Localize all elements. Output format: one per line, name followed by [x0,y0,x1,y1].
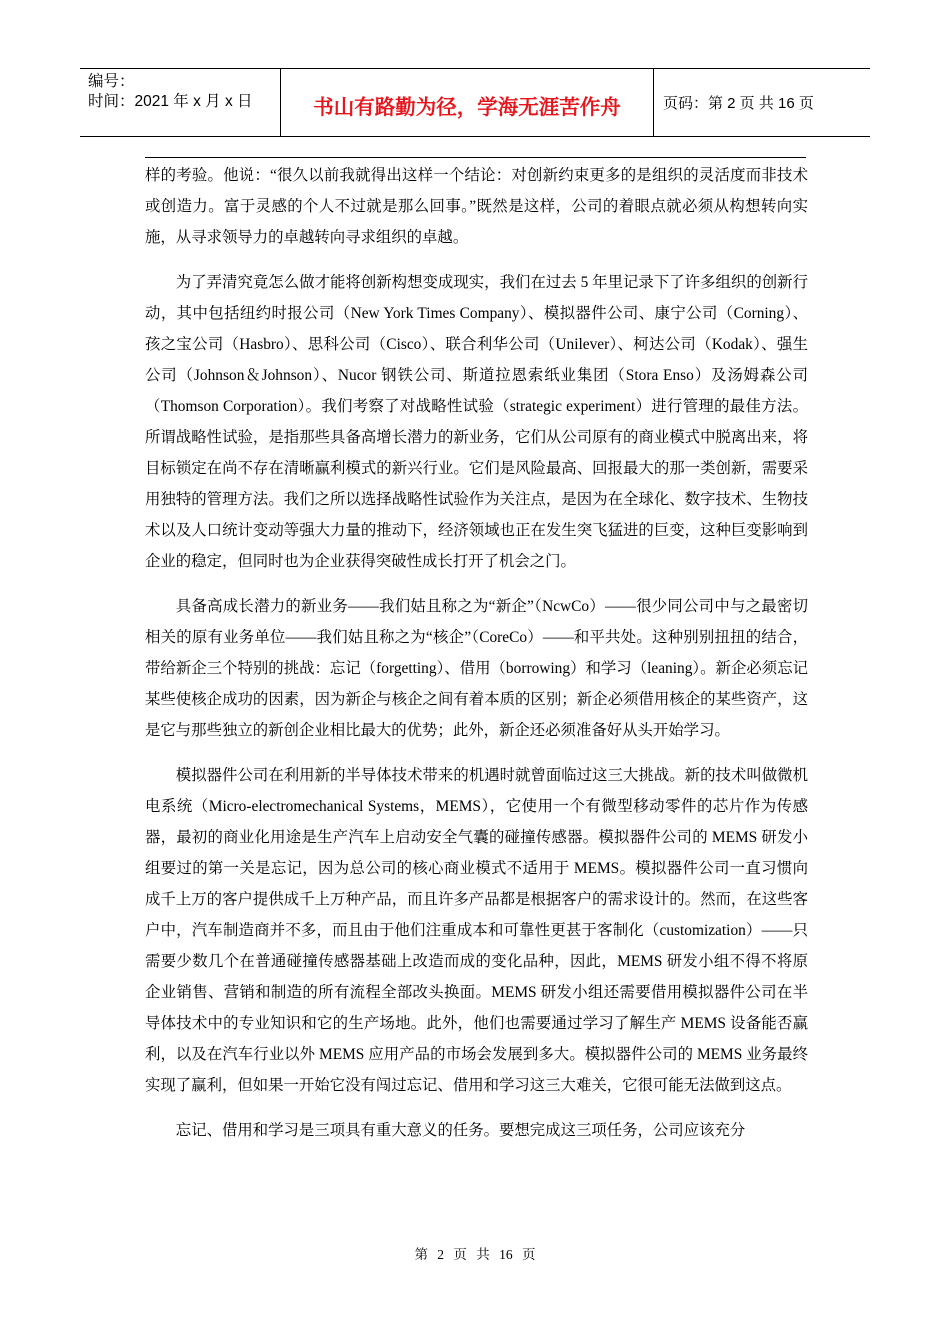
header-motto: 书山有路勤为径，学海无涯苦作舟 [281,69,654,136]
document-date: 时间：2021 年 x 月 x 日 [88,93,253,110]
body-text [145,160,808,1160]
paragraph: 样的考验。他说：“很久以前我就得出这样一个结论：对创新约束更多的是组织的灵活度而非技术或创造力。富于灵感的个人不过就是那么回事。”既然是这样，公司的着眼点就必须从构想转向实施，从寻求领导力的卓越转向寻求组织的卓越。 [145,167,808,246]
page-footer: 第 2 页 共 16 页 [414,1247,536,1262]
page-header [80,68,870,137]
paragraph: 具备高成长潜力的新业务——我们姑且称之为“新企”（NcwCo）——很少同公司中与之最密切相关的原有业务单位——我们姑且称之为“核企”（CoreCo）——和平共处。这种别别扭扭的结合，带给新企三个特别的挑战：忘记（forgetting）、借用（borrowing）和学习（leaning）。新企必须忘记某些使核企成功的因素，因为新企与核企之间有着本质的区别；新企必须借用核企的某些资产，这是它与那些独立的新创企业相比最大的优势；此外，新企还必须准备好从头开始学习。 [145,598,808,739]
document-number-label: 编号： [88,73,135,90]
header-page-info: 页码：第 2 页 共 16 页 [663,95,814,112]
paragraph: 为了弄清究竟怎么做才能将创新构想变成现实，我们在过去 5 年里记录下了许多组织的创新行动，其中包括纽约时报公司（New York Times Company）、模拟器件公司、康宁公司（Corning）、孩之宝公司（Hasbro）、思科公司（Cisco）、联合利华公司（Unilever）、柯达公司（Kodak）、强生公司（Johnson＆Johnson）、Nucor 钢铁公司、斯道拉恩索纸业集团（Stora Enso）及汤姆森公司（Thomson Corporation）。我们考察了对战略性试验（strategic experiment）进行管理的最佳方法。所谓战略性试验，是指那些具备高增长潜力的新业务，它们从公司原有的商业模式中脱离出来，将目标锁定在尚不存在清晰赢利模式的新兴行业。它们是风险最高、回报最大的那一类创新，需要采用独特的管理方法。我们之所以选择战略性试验作为关注点，是因为在全球化、数字技术、生物技术以及人口统计变动等强大力量的推动下，经济领域也正在发生突飞猛进的巨变，这种巨变影响到企业的稳定，但同时也为企业获得突破性成长打开了机会之门。 [145,274,808,570]
paragraph: 模拟器件公司在利用新的半导体技术带来的机遇时就曾面临过这三大挑战。新的技术叫做微机电系统（Micro-electromechanical Systems，MEMS），它使用一个有微型移动零件的芯片作为传感器，最初的商业化用途是生产汽车上启动安全气囊的碰撞传感器。模拟器件公司的 MEMS 研发小组要过的第一关是忘记，因为总公司的核心商业模式不适用于 MEMS。模拟器件公司一直习惯向成千上万的客户提供成千上万种产品，而且许多产品都是根据客户的需求设计的。然而，在这些客户中，汽车制造商并不多，而且由于他们注重成本和可靠性更甚于客制化（customization）——只需要少数几个在普通碰撞传感器基础上改造而成的变化品种，因此，MEMS 研发小组不得不将原企业销售、营销和制造的所有流程全部改头换面。MEMS 研发小组还需要借用模拟器件公司在半导体技术中的专业知识和它的生产场地。此外，他们也需要通过学习了解生产 MEMS 设备能否赢利，以及在汽车行业以外 MEMS 应用产品的市场会发展到多大。模拟器件公司的 MEMS 业务最终实现了赢利，但如果一开始它没有闯过忘记、借用和学习这三大难关，它很可能无法做到这点。 [145,767,808,1094]
top-rule [145,157,806,158]
paragraph: 忘记、借用和学习是三项具有重大意义的任务。要想完成这三项任务，公司应该充分 [175,1122,746,1139]
header-meta [80,69,281,136]
